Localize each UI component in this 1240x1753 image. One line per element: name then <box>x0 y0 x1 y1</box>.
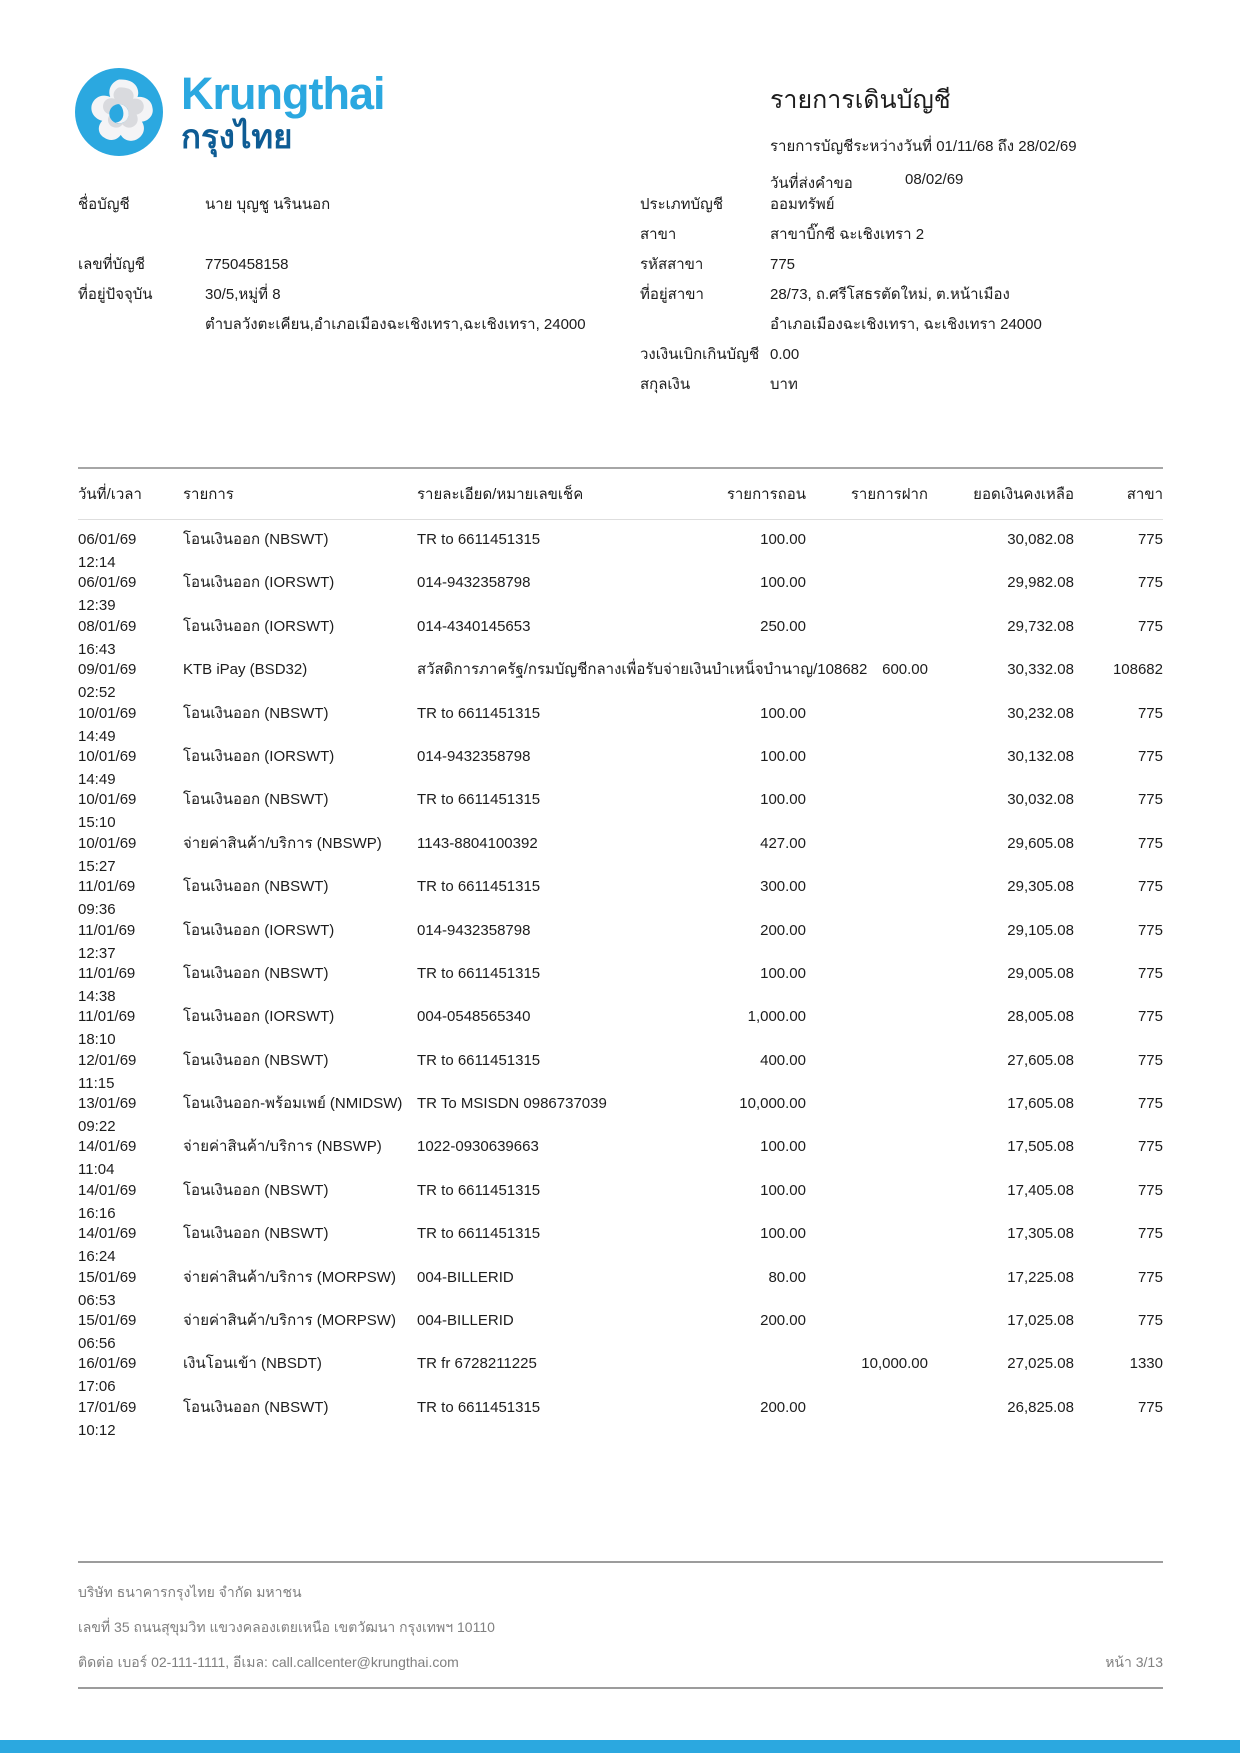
transaction-date: 11/01/69 <box>78 878 136 896</box>
transaction-deposit: 10,000.00 <box>861 1355 928 1373</box>
transaction-branch: 775 <box>1137 1398 1163 1416</box>
table-row <box>78 1305 1163 1353</box>
transaction-description: KTB iPay (BSD32) <box>183 661 308 679</box>
transaction-datetime <box>78 1007 183 1049</box>
transaction-detail: TR to 6611451315 <box>417 1181 541 1199</box>
transaction-datetime <box>78 1224 183 1266</box>
transaction-detail: 014-9432358798 <box>417 921 531 939</box>
transaction-detail: 1143-8804100392 <box>417 834 538 852</box>
transaction-date: 10/01/69 <box>78 747 137 765</box>
account-info-row <box>78 340 1163 370</box>
transaction-withdrawal: 1,000.00 <box>747 1008 806 1026</box>
table-body <box>78 520 1163 1439</box>
account-info-row <box>78 190 1163 220</box>
transaction-branch: 775 <box>1137 834 1163 852</box>
transaction-balance: 29,732.08 <box>1007 617 1074 635</box>
transaction-datetime <box>78 530 183 572</box>
brand-name-th: กรุงไทย <box>181 118 293 155</box>
transaction-withdrawal: 250.00 <box>760 617 806 635</box>
transaction-time: 18:10 <box>78 1031 116 1049</box>
transaction-detail: TR to 6611451315 <box>417 1225 541 1243</box>
transaction-description: โอนเงินออก (NBSWT) <box>183 964 329 982</box>
transaction-date: 14/01/69 <box>78 1181 137 1199</box>
account-field-label: ที่อยู่สาขา <box>640 286 704 303</box>
transaction-datetime <box>78 617 183 659</box>
transaction-time: 15:27 <box>78 857 116 875</box>
transaction-branch: 775 <box>1137 921 1163 939</box>
table-row <box>78 1088 1163 1136</box>
transaction-balance: 17,505.08 <box>1007 1138 1074 1156</box>
transaction-detail: TR to 6611451315 <box>417 878 541 896</box>
account-info-row <box>78 280 1163 310</box>
transaction-detail: 014-9432358798 <box>417 747 531 765</box>
transaction-branch: 775 <box>1137 1181 1163 1199</box>
transaction-detail: TR to 6611451315 <box>417 791 541 809</box>
transaction-datetime <box>78 877 183 919</box>
transaction-date: 14/01/69 <box>78 1138 137 1156</box>
transaction-balance: 17,025.08 <box>1007 1312 1074 1330</box>
transaction-detail: 1022-0930639663 <box>417 1138 539 1156</box>
transaction-date: 13/01/69 <box>78 1095 137 1113</box>
transaction-date: 15/01/69 <box>78 1312 137 1330</box>
transaction-description: โอนเงินออก-พร้อมเพย์ (NMIDSW) <box>183 1095 403 1113</box>
account-field-label: ที่อยู่ปัจจุบัน <box>78 286 153 303</box>
transaction-date: 10/01/69 <box>78 791 137 809</box>
account-info-row <box>78 370 1163 400</box>
transaction-datetime <box>78 1398 183 1440</box>
transaction-time: 16:24 <box>78 1248 116 1266</box>
brand-name-en: Krungthai <box>181 68 385 119</box>
transaction-branch: 108682 <box>1112 661 1163 679</box>
transaction-description: โอนเงินออก (NBSWT) <box>183 791 329 809</box>
account-field-label: ประเภทบัญชี <box>640 196 724 213</box>
table-row <box>78 654 1163 702</box>
transaction-branch: 775 <box>1137 617 1163 635</box>
transaction-date: 10/01/69 <box>78 834 137 852</box>
transaction-detail: 014-4340145653 <box>417 617 531 635</box>
account-field-label: รหัสสาขา <box>640 256 704 273</box>
krungthai-logo <box>75 68 384 156</box>
transaction-detail: TR to 6611451315 <box>417 704 541 722</box>
account-field-value: 7750458158 <box>205 256 289 273</box>
transaction-balance: 17,225.08 <box>1007 1268 1074 1286</box>
transaction-time: 11:04 <box>78 1161 115 1179</box>
transaction-withdrawal: 10,000.00 <box>739 1095 806 1113</box>
transaction-balance: 30,232.08 <box>1007 704 1074 722</box>
transaction-time: 09:22 <box>78 1118 116 1136</box>
transaction-branch: 775 <box>1137 1225 1163 1243</box>
transaction-datetime <box>78 1311 183 1353</box>
account-info-row <box>78 250 1163 280</box>
transaction-balance: 30,132.08 <box>1007 747 1074 765</box>
transaction-time: 16:16 <box>78 1204 116 1222</box>
account-field-value: 775 <box>770 256 796 273</box>
transaction-description: จ่ายค่าสินค้า/บริการ (MORPSW) <box>183 1312 396 1330</box>
transaction-balance: 29,005.08 <box>1007 964 1074 982</box>
transaction-withdrawal: 300.00 <box>760 878 806 896</box>
table-row <box>78 1262 1163 1309</box>
account-field-label <box>78 220 205 225</box>
transaction-description: จ่ายค่าสินค้า/บริการ (NBSWP) <box>183 1138 382 1156</box>
transaction-time: 15:10 <box>78 814 116 832</box>
account-field-value: สาขาบิ๊กซี ฉะเชิงเทรา 2 <box>770 226 925 243</box>
account-field-value: อำเภอเมืองฉะเชิงเทรา, ฉะเชิงเทรา 24000 <box>770 316 1042 333</box>
transaction-date: 15/01/69 <box>78 1268 137 1286</box>
transaction-withdrawal: 100.00 <box>760 964 806 982</box>
account-field-value: ตำบลวังตะเคียน,อำเภอเมืองฉะเชิงเทรา,ฉะเชิงเทรา, 24000 <box>205 316 586 333</box>
account-field-label: วงเงินเบิกเกินบัญชี <box>640 346 760 363</box>
krungthai-bird-icon <box>75 68 163 156</box>
transaction-balance: 29,105.08 <box>1007 921 1074 939</box>
transaction-datetime <box>78 704 183 746</box>
account-field-label: สกุลเงิน <box>640 376 691 393</box>
account-field-value: 30/5,หมู่ที่ 8 <box>205 286 281 303</box>
transaction-time: 11:15 <box>78 1074 115 1092</box>
transaction-table <box>78 467 1163 1439</box>
transaction-branch: 775 <box>1137 1051 1163 1069</box>
transaction-description: โอนเงินออก (IORSWT) <box>183 617 335 635</box>
transaction-time: 09:36 <box>78 901 116 919</box>
transaction-branch: 775 <box>1137 964 1163 982</box>
transaction-withdrawal: 80.00 <box>768 1268 806 1286</box>
statement-period: รายการบัญชีระหว่างวันที่ 01/11/68 ถึง 28/02/69 <box>770 138 1077 155</box>
page-footer <box>78 1561 1163 1689</box>
transaction-withdrawal: 100.00 <box>760 791 806 809</box>
transaction-branch: 775 <box>1137 531 1163 548</box>
transaction-branch: 775 <box>1137 1312 1163 1330</box>
table-row <box>78 1131 1163 1179</box>
account-field-label <box>78 340 205 345</box>
table-row <box>78 915 1163 962</box>
account-field-value <box>205 340 640 345</box>
account-info-row <box>78 310 1163 340</box>
column-header-branch: สาขา <box>1126 486 1163 503</box>
account-info-row <box>78 220 1163 250</box>
page-title: รายการเดินบัญชี <box>770 86 951 114</box>
transaction-branch: 775 <box>1137 704 1163 722</box>
transaction-detail: 004-BILLERID <box>417 1268 514 1286</box>
transaction-balance: 27,025.08 <box>1007 1355 1074 1373</box>
transaction-time: 16:43 <box>78 640 116 658</box>
transaction-date: 06/01/69 <box>78 574 137 592</box>
transaction-branch: 775 <box>1137 1268 1163 1286</box>
transaction-withdrawal: 100.00 <box>760 1138 806 1156</box>
table-row <box>78 784 1163 832</box>
transaction-withdrawal: 100.00 <box>760 574 806 592</box>
statement-header <box>770 80 1077 195</box>
transaction-time: 17:06 <box>78 1378 116 1396</box>
account-field-value: 28/73, ถ.ศรีโสธรตัดใหม่, ต.หน้าเมือง <box>770 286 1010 303</box>
transaction-date: 06/01/69 <box>78 531 137 548</box>
table-row <box>78 567 1163 615</box>
account-field-value: บาท <box>770 376 798 393</box>
transaction-date: 14/01/69 <box>78 1225 137 1243</box>
transaction-description: เงินโอนเข้า (NBSDT) <box>183 1355 322 1373</box>
transaction-description: โอนเงินออก (NBSWT) <box>183 1225 329 1243</box>
table-row <box>78 1175 1163 1222</box>
table-row <box>78 1218 1163 1266</box>
transaction-balance: 30,082.08 <box>1007 531 1074 548</box>
transaction-description: โอนเงินออก (NBSWT) <box>183 1398 329 1416</box>
table-row <box>78 828 1163 875</box>
account-field-label <box>78 370 205 375</box>
transaction-description: โอนเงินออก (NBSWT) <box>183 878 329 896</box>
account-field-label: เลขที่บัญชี <box>78 256 145 273</box>
transaction-time: 10:12 <box>78 1421 116 1439</box>
transaction-datetime <box>78 1354 183 1396</box>
transaction-description: จ่ายค่าสินค้า/บริการ (MORPSW) <box>183 1268 396 1286</box>
transaction-withdrawal: 100.00 <box>760 531 806 548</box>
account-field-label: สาขา <box>640 226 677 243</box>
account-info-section <box>78 190 1163 400</box>
transaction-date: 12/01/69 <box>78 1051 137 1069</box>
transaction-balance: 28,005.08 <box>1007 1008 1074 1026</box>
transaction-branch: 775 <box>1137 1095 1163 1113</box>
account-field-label <box>78 310 205 315</box>
transaction-time: 12:37 <box>78 944 116 962</box>
column-header-datetime: วันที่/เวลา <box>78 486 142 503</box>
account-field-value: 0.00 <box>770 346 800 363</box>
transaction-datetime <box>78 1094 183 1136</box>
footer-company: บริษัท ธนาคารกรุงไทย จำกัด มหาชน <box>78 1584 302 1600</box>
transaction-date: 10/01/69 <box>78 704 137 722</box>
transaction-datetime <box>78 1268 183 1310</box>
transaction-description: โอนเงินออก (NBSWT) <box>183 704 329 722</box>
transaction-balance: 29,982.08 <box>1007 574 1074 592</box>
table-row <box>78 1001 1163 1049</box>
account-field-value: นาย บุญชู นรินนอก <box>205 196 331 213</box>
table-row <box>78 698 1163 745</box>
transaction-withdrawal: 100.00 <box>760 1181 806 1199</box>
transaction-branch: 775 <box>1137 1008 1163 1026</box>
account-field-label: ชื่อบัญชี <box>78 196 130 213</box>
transaction-detail: 004-BILLERID <box>417 1312 514 1330</box>
transaction-description: โอนเงินออก (IORSWT) <box>183 921 335 939</box>
transaction-balance: 30,332.08 <box>1007 661 1074 679</box>
transaction-detail: TR to 6611451315 <box>417 1398 541 1416</box>
account-field-value: ออมทรัพย์ <box>770 196 835 213</box>
table-row <box>78 524 1163 571</box>
table-row <box>78 1348 1163 1396</box>
transaction-time: 02:52 <box>78 684 116 702</box>
transaction-deposit: 600.00 <box>882 661 928 679</box>
transaction-time: 12:39 <box>78 597 116 615</box>
transaction-balance: 30,032.08 <box>1007 791 1074 809</box>
transaction-detail: TR to 6611451315 <box>417 531 541 548</box>
transaction-withdrawal: 100.00 <box>760 747 806 765</box>
transaction-date: 17/01/69 <box>78 1398 137 1416</box>
transaction-date: 11/01/69 <box>78 1008 136 1026</box>
transaction-balance: 17,405.08 <box>1007 1181 1074 1199</box>
transaction-description: จ่ายค่าสินค้า/บริการ (NBSWP) <box>183 834 382 852</box>
transaction-description: โอนเงินออก (NBSWT) <box>183 1051 329 1069</box>
transaction-datetime <box>78 921 183 963</box>
transaction-datetime <box>78 573 183 615</box>
transaction-datetime <box>78 1051 183 1093</box>
transaction-balance: 26,825.08 <box>1007 1398 1074 1416</box>
transaction-detail: TR to 6611451315 <box>417 1051 541 1069</box>
table-row <box>78 741 1163 788</box>
transaction-description: โอนเงินออก (NBSWT) <box>183 531 329 548</box>
transaction-date: 11/01/69 <box>78 921 136 939</box>
column-header-deposit: รายการฝาก <box>850 486 928 503</box>
transaction-time: 14:49 <box>78 770 116 788</box>
transaction-balance: 17,605.08 <box>1007 1095 1074 1113</box>
footer-page-number: หน้า 3/13 <box>1105 1654 1163 1670</box>
transaction-description: โอนเงินออก (NBSWT) <box>183 1181 329 1199</box>
column-header-balance: ยอดเงินคงเหลือ <box>973 486 1074 503</box>
table-row <box>78 871 1163 919</box>
transaction-time: 14:49 <box>78 727 116 745</box>
transaction-branch: 775 <box>1137 791 1163 809</box>
transaction-withdrawal: 200.00 <box>760 921 806 939</box>
transaction-datetime <box>78 1137 183 1179</box>
transaction-description: โอนเงินออก (IORSWT) <box>183 574 335 592</box>
transaction-branch: 775 <box>1137 878 1163 896</box>
transaction-datetime <box>78 834 183 876</box>
table-row <box>78 611 1163 658</box>
transaction-detail: TR To MSISDN 0986737039 <box>417 1095 607 1113</box>
transaction-withdrawal: 200.00 <box>760 1398 806 1416</box>
column-header-withdrawal: รายการถอน <box>726 486 806 503</box>
table-row <box>78 1392 1163 1439</box>
transaction-time: 12:14 <box>78 554 116 571</box>
transaction-balance: 17,305.08 <box>1007 1225 1074 1243</box>
account-field-label <box>640 310 770 315</box>
footer-address: เลขที่ 35 ถนนสุขุมวิท แขวงคลองเตยเหนือ เขตวัฒนา กรุงเทพฯ 10110 <box>78 1619 495 1635</box>
transaction-date: 11/01/69 <box>78 964 136 982</box>
transaction-description: โอนเงินออก (IORSWT) <box>183 1008 335 1026</box>
transaction-balance: 27,605.08 <box>1007 1051 1074 1069</box>
account-field-value <box>205 370 640 375</box>
transaction-datetime <box>78 790 183 832</box>
transaction-branch: 775 <box>1137 1138 1163 1156</box>
transaction-datetime <box>78 660 183 702</box>
transaction-time: 14:38 <box>78 987 116 1005</box>
account-field-value <box>205 220 640 225</box>
column-header-description: รายการ <box>183 486 234 503</box>
footer-contact: ติดต่อ เบอร์ 02-111-1111, อีเมล: call.callcenter@krungthai.com <box>78 1654 459 1670</box>
transaction-withdrawal: 100.00 <box>760 704 806 722</box>
transaction-withdrawal: 100.00 <box>760 1225 806 1243</box>
transaction-date: 08/01/69 <box>78 617 137 635</box>
table-header-row <box>78 467 1163 520</box>
transaction-branch: 775 <box>1137 747 1163 765</box>
table-row <box>78 1045 1163 1092</box>
transaction-branch: 775 <box>1137 574 1163 592</box>
request-date-value: 08/02/69 <box>905 171 964 188</box>
transaction-branch: 1330 <box>1129 1355 1163 1373</box>
transaction-datetime <box>78 1181 183 1223</box>
transaction-detail: สวัสดิการภาครัฐ/กรมบัญชีกลางเพื่อรับจ่ายเงินบำเหน็จบำนาญ/108682 <box>417 661 868 679</box>
transaction-detail: TR to 6611451315 <box>417 964 541 982</box>
transaction-detail: TR fr 6728211225 <box>417 1355 537 1373</box>
table-row <box>78 958 1163 1005</box>
transaction-date: 09/01/69 <box>78 661 137 679</box>
request-date-label: วันที่ส่งคำขอ <box>770 175 853 192</box>
column-header-detail: รายละเอียด/หมายเลขเช็ค <box>417 486 584 503</box>
transaction-balance: 29,605.08 <box>1007 834 1074 852</box>
transaction-balance: 29,305.08 <box>1007 878 1074 896</box>
transaction-withdrawal: 200.00 <box>760 1312 806 1330</box>
transaction-time: 06:56 <box>78 1335 116 1353</box>
brand-footer-bar <box>0 1740 1240 1753</box>
transaction-detail: 004-0548565340 <box>417 1008 531 1026</box>
transaction-datetime <box>78 964 183 1006</box>
transaction-description: โอนเงินออก (IORSWT) <box>183 747 335 765</box>
transaction-detail: 014-9432358798 <box>417 574 531 592</box>
transaction-withdrawal: 427.00 <box>760 834 806 852</box>
transaction-time: 06:53 <box>78 1291 116 1309</box>
transaction-withdrawal: 400.00 <box>760 1051 806 1069</box>
transaction-date: 16/01/69 <box>78 1355 137 1373</box>
transaction-datetime <box>78 747 183 789</box>
